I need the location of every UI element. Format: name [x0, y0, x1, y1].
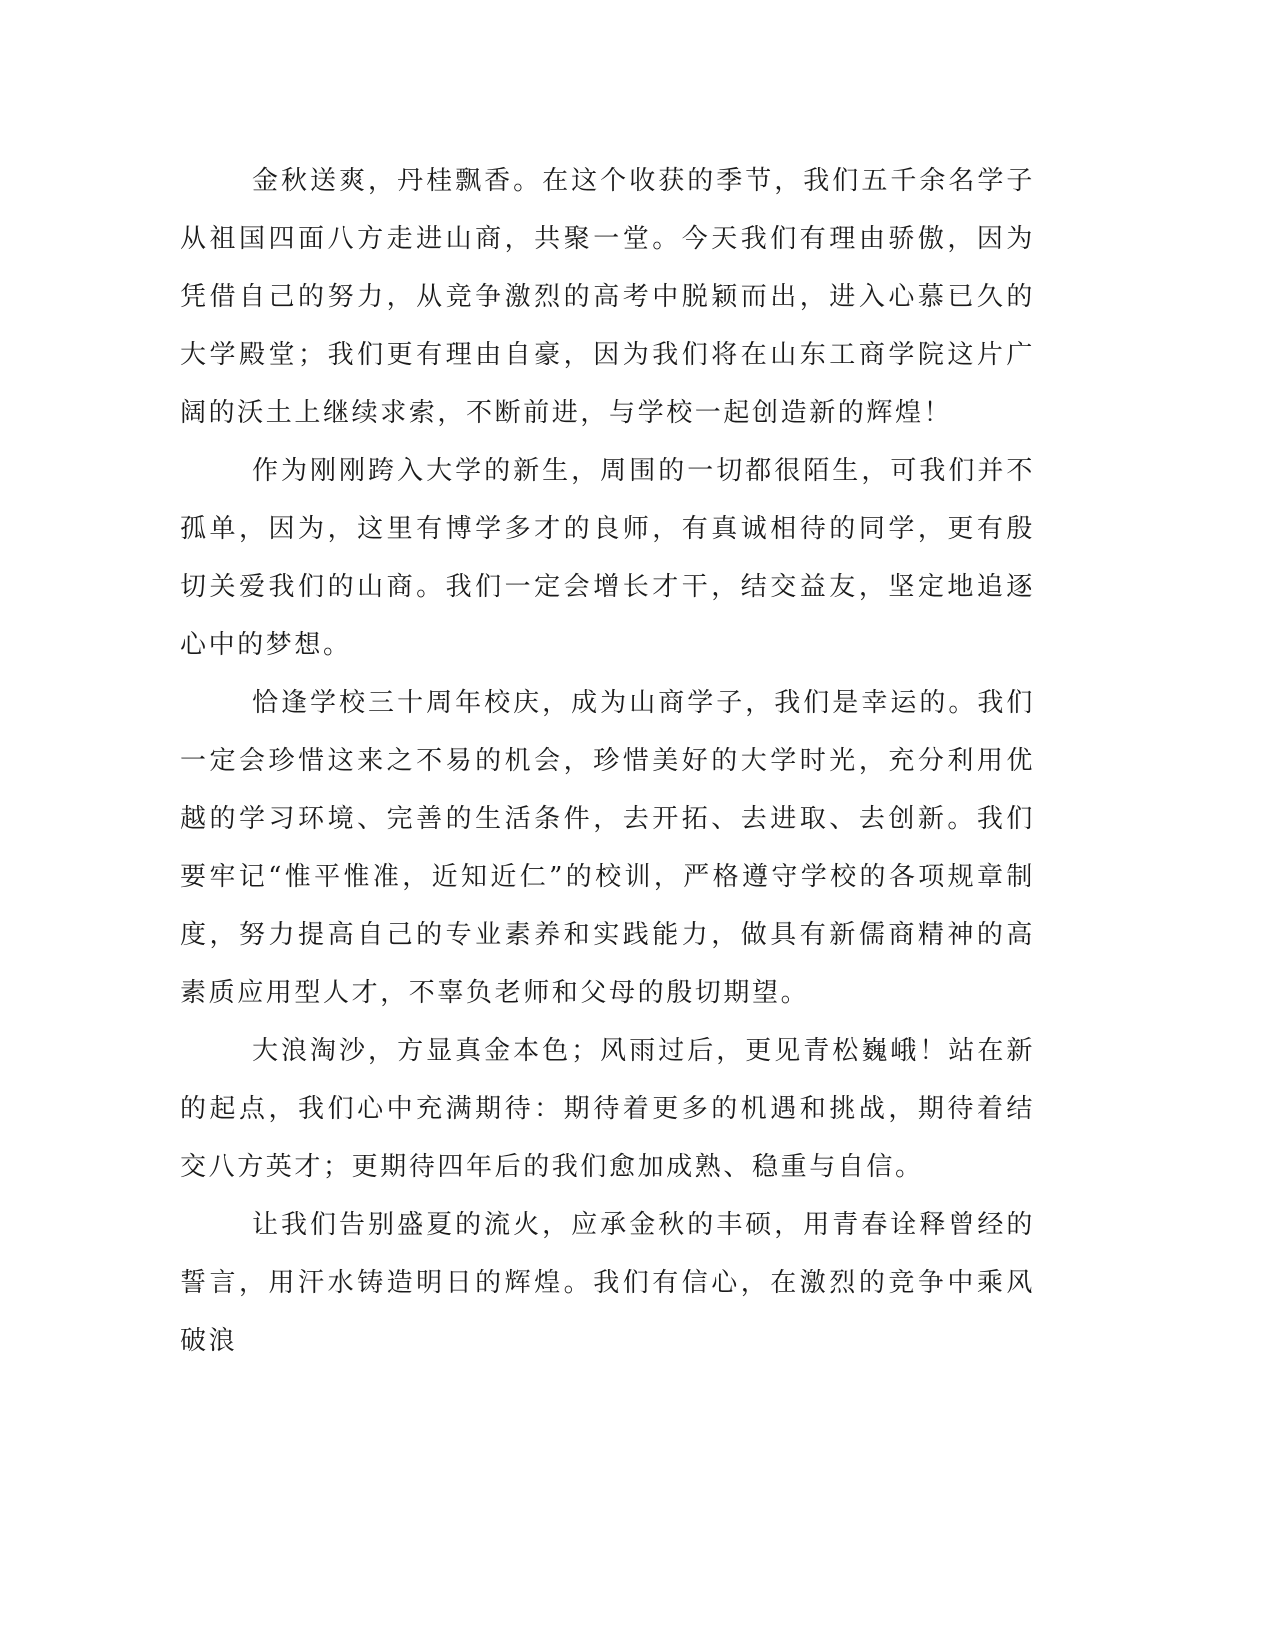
paragraph-1: 金秋送爽，丹桂飘香。在这个收获的季节，我们五千余名学子从祖国四面八方走进山商，共聚一堂。今天我们有理由骄傲，因为凭借自己的努力，从竞争激烈的高考中脱颖而出，进入心慕已久的大学殿堂；我们更有理由自豪，因为我们将在山东工商学院这片广阔的沃土上继续求索，不断前进，与学校一起创造新的辉煌！ — [180, 166, 1035, 428]
paragraph-4: 大浪淘沙，方显真金本色；风雨过后，更见青松巍峨！站在新的起点，我们心中充满期待：期待着更多的机遇和挑战，期待着结交八方英才；更期待四年后的我们愈加成熟、稳重与自信。 — [180, 1036, 1035, 1182]
paragraph-2: 作为刚刚跨入大学的新生，周围的一切都很陌生，可我们并不孤单，因为，这里有博学多才的良师，有真诚相待的同学，更有殷切关爱我们的山商。我们一定会增长才干，结交益友，坚定地追逐心中的梦想。 — [180, 456, 1035, 660]
paragraph-3: 恰逢学校三十周年校庆，成为山商学子，我们是幸运的。我们一定会珍惜这来之不易的机会，珍惜美好的大学时光，充分利用优越的学习环境、完善的生活条件，去开拓、去进取、去创新。我们要牢记“惟平惟准，近知近仁”的校训，严格遵守学校的各项规章制度，努力提高自己的专业素养和实践能力，做具有新儒商精神的高素质应用型人才，不辜负老师和父母的殷切期望。 — [180, 688, 1035, 1008]
document-body — [180, 152, 1035, 1370]
paragraph-5: 让我们告别盛夏的流火，应承金秋的丰硕，用青春诠释曾经的誓言，用汗水铸造明日的辉煌。我们有信心，在激烈的竞争中乘风破浪 — [180, 1210, 1035, 1356]
